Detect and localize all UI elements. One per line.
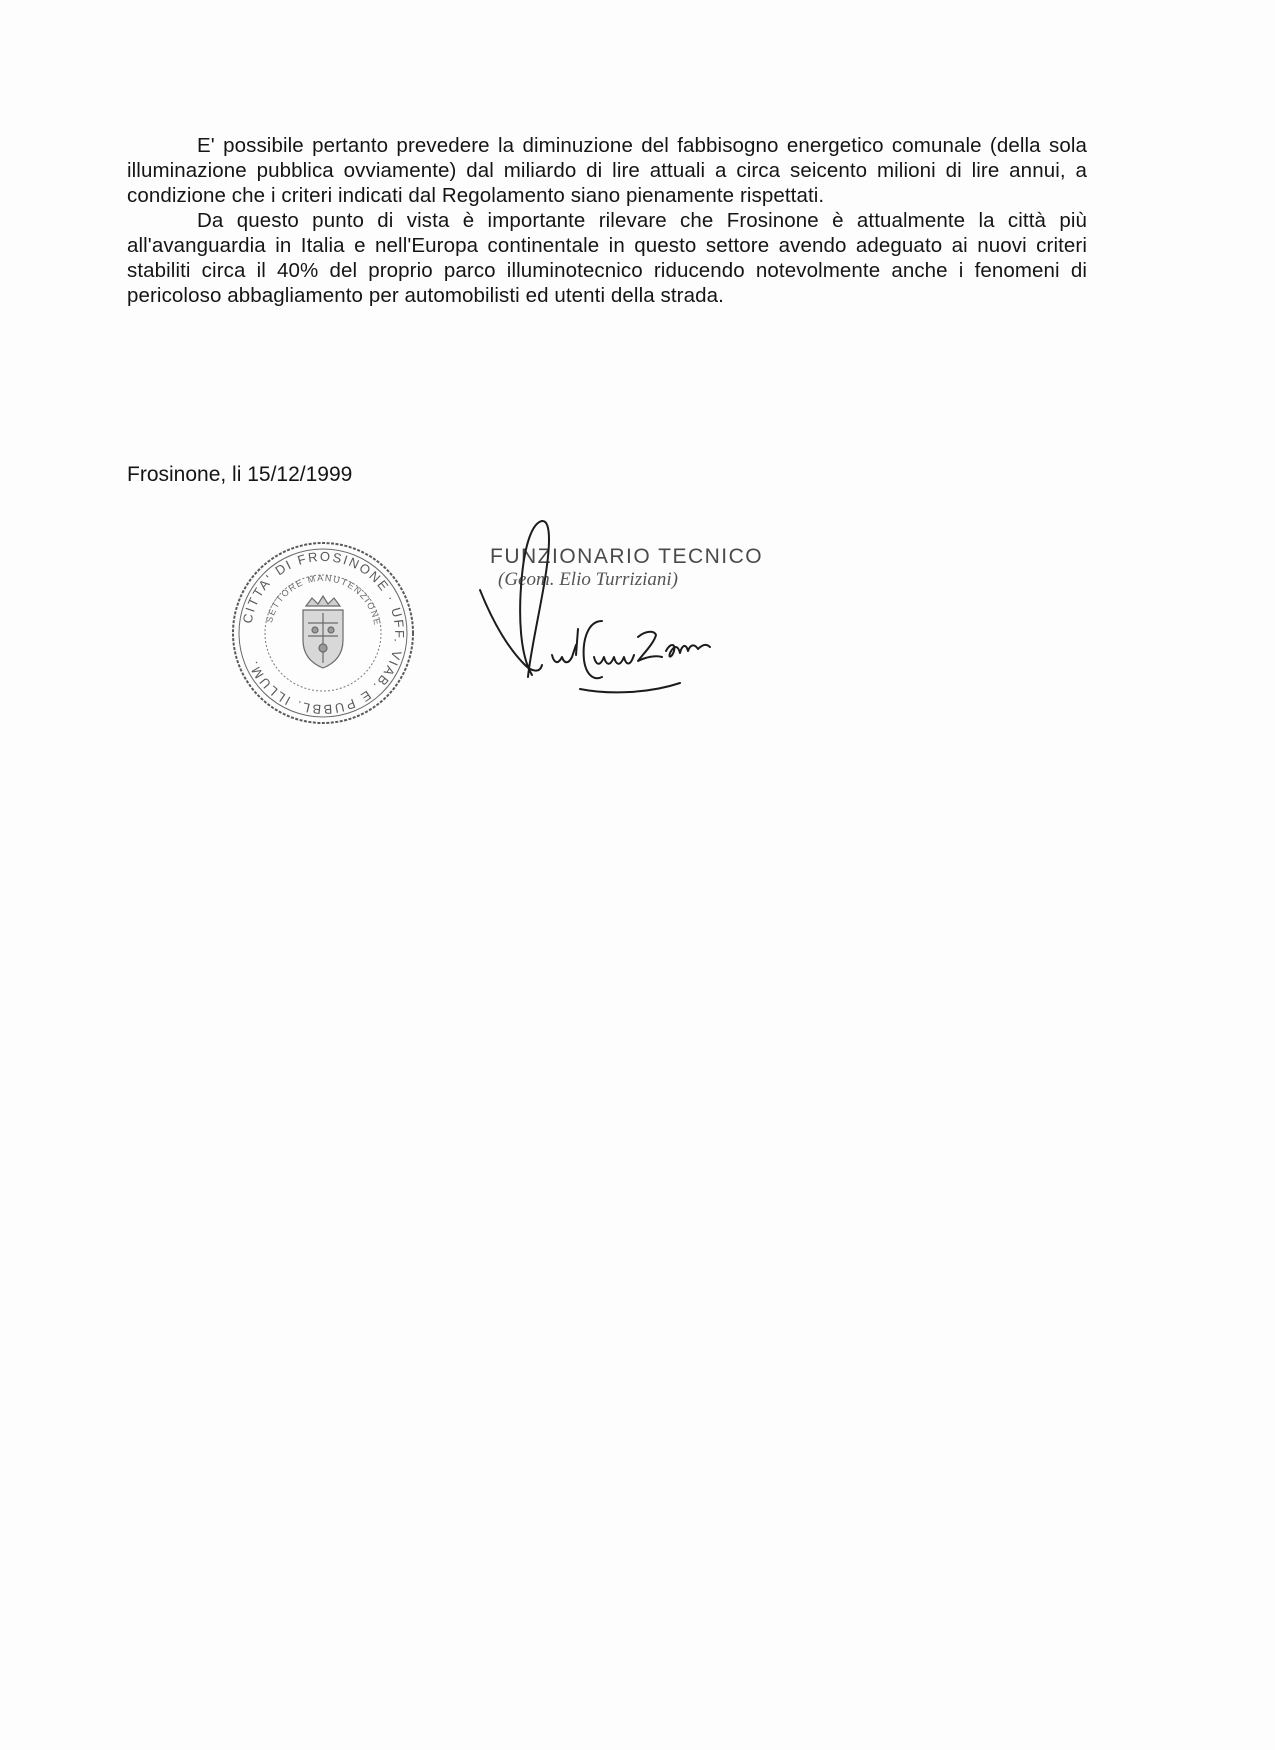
stamp-outer-text: CITTA' DI FROSINONE · UFF. VIAB. E PUBBL. ILLUM. — [239, 548, 408, 718]
official-name: (Geom. Elio Turriziani) — [498, 569, 678, 590]
handwritten-signature — [470, 505, 750, 695]
place-date: Frosinone, li 15/12/1999 — [127, 463, 353, 486]
stamp-inner-text: SETTORE MANUTENZIONE — [264, 572, 383, 628]
paragraph-2: Da questo punto di vista è importante rilevare che Frosinone è attualmente la città più all'avanguardia in Italia e nell'Europa continentale in questo settore avendo adeguato ai nuovi criteri stabiliti circa il 40% del proprio parco illuminotecnico riducendo notevolmente anche i fenomeni di pericoloso abbagliamento per automobilisti ed utenti della strada. — [127, 209, 1087, 307]
coat-of-arms-icon — [303, 596, 343, 668]
paragraph-1: E' possibile pertanto prevedere la diminuzione del fabbisogno energetico comunale (della sola illuminazione pubblica ovviamente) dal miliardo di lire attuali a circa seicento milioni di lire annui, a condizione che i criteri indicati dal Regolamento siano pienamente rispettati. — [127, 134, 1087, 207]
official-stamp — [228, 538, 418, 728]
official-title: FUNZIONARIO TECNICO — [490, 545, 764, 568]
body-text — [127, 133, 1087, 308]
